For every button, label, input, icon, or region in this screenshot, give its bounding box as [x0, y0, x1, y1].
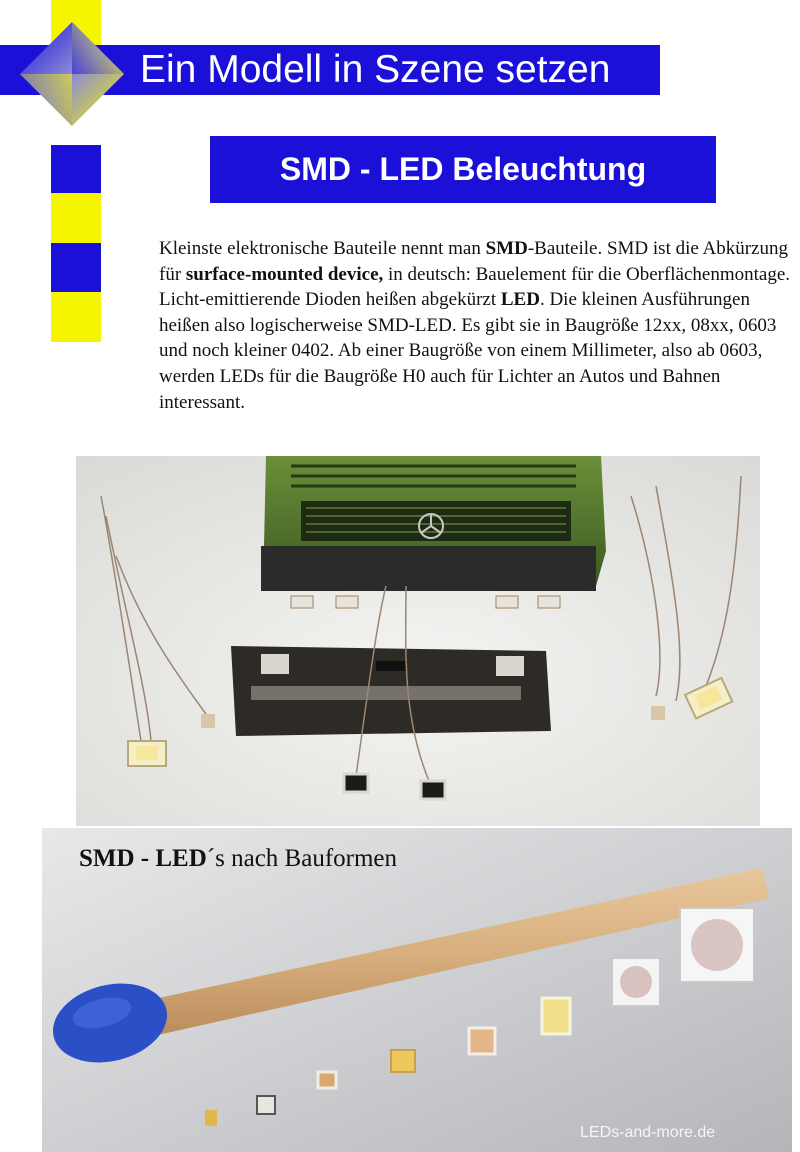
caption-bold: SMD - LED	[79, 845, 207, 872]
stripe-yellow	[51, 193, 101, 243]
intro-text	[159, 236, 799, 415]
page-subtitle: SMD - LED Beleuchtung	[279, 151, 647, 187]
page-title: Ein Modell in Szene setzen	[140, 48, 611, 91]
intro-paragraph	[159, 236, 799, 287]
diamond-logo	[20, 22, 124, 126]
watermark: LEDs-and-more.de	[580, 1124, 716, 1141]
text-run: . Die kleinen Ausführungen heißen also logischerweise SMD-LED. Es gibt sie in Baugröße 12xx, 08xx, 0603 und noch kleiner 0402. Ab einer Baugröße von einem Millimeter, also ab 0603, werden LEDs für die Baugröße H0 auch für Lichter an Autos und Bahnen interessant.	[159, 289, 777, 413]
led-sizes-photo	[42, 828, 792, 1152]
bold-term: LED	[500, 289, 540, 311]
text-run: Licht-emittierende Dioden heißen abgekürzt	[159, 289, 501, 311]
bold-term: surface-mounted device,	[185, 263, 384, 285]
text-run: in deutsch: Bauelement für die Oberflächenmontage.	[383, 263, 791, 285]
intro-paragraph	[159, 287, 799, 415]
stripe-blue	[51, 145, 101, 193]
bold-term: SMD	[485, 238, 528, 259]
text-run: -Bauteile. SMD ist die Abkürzung für	[159, 238, 788, 285]
stripe-blue	[51, 243, 101, 292]
text-run: Kleinste elektronische Bauteile nennt man	[159, 238, 486, 259]
stripe-yellow	[51, 292, 101, 342]
photo-caption	[79, 845, 397, 873]
caption-rest: ´s nach Bauformen	[206, 845, 398, 872]
truck-led-photo	[76, 456, 760, 826]
